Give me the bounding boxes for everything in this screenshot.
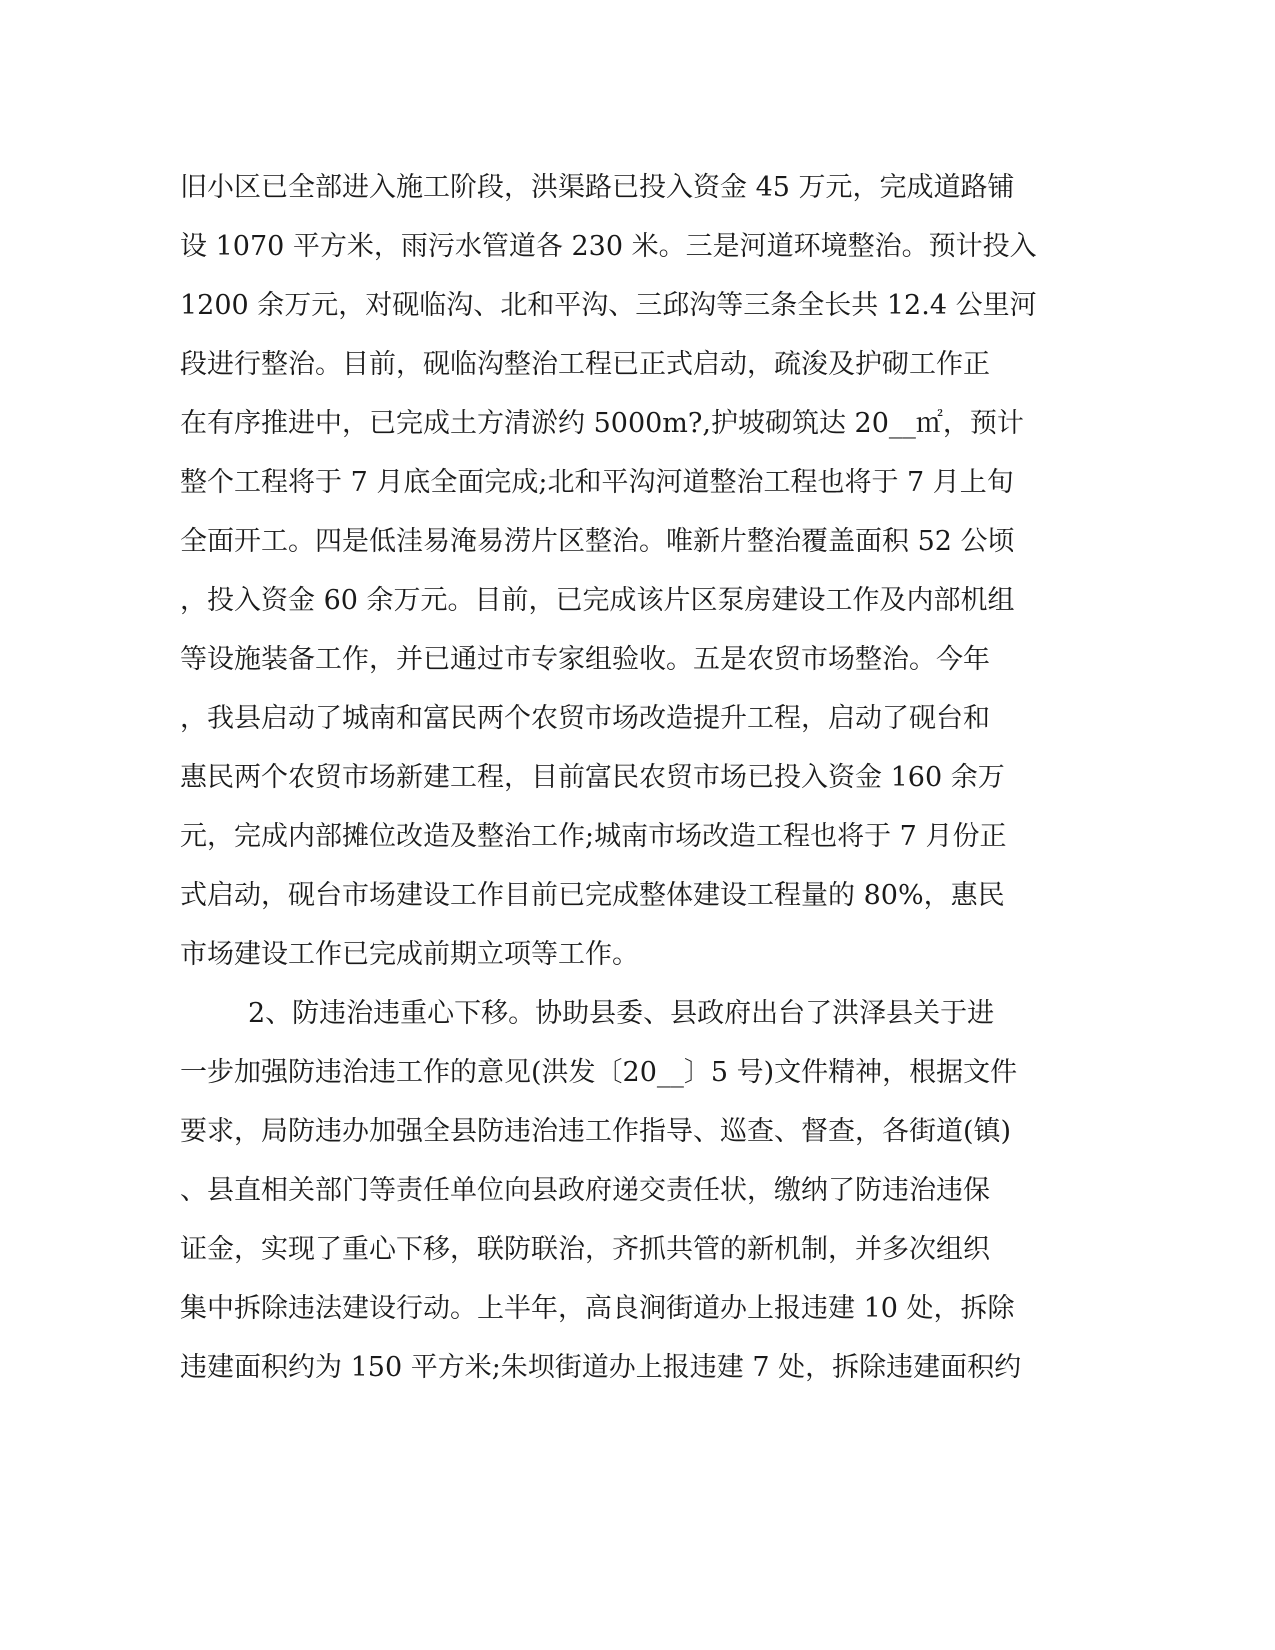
body-text bbox=[180, 158, 1040, 1397]
text-line: 集中拆除违法建设行动。上半年，高良涧街道办上报违建 10 处，拆除 bbox=[180, 1293, 1015, 1324]
text-line: 2、防违治违重心下移。协助县委、县政府出台了洪泽县关于进 bbox=[248, 998, 995, 1029]
text-line: 全面开工。四是低洼易淹易涝片区整治。唯新片整治覆盖面积 52 公顷 bbox=[180, 526, 1015, 557]
text-line: 要求，局防违办加强全县防违治违工作指导、巡查、督查，各街道(镇) bbox=[180, 1116, 1012, 1147]
text-line: 段进行整治。目前，砚临沟整治工程已正式启动，疏浚及护砌工作正 bbox=[180, 349, 990, 380]
text-line: ，投入资金 60 余万元。目前，已完成该片区泵房建设工作及内部机组 bbox=[180, 585, 1015, 616]
text-line: 整个工程将于 7 月底全面完成;北和平沟河道整治工程也将于 7 月上旬 bbox=[180, 467, 1014, 498]
paragraph-1 bbox=[180, 158, 1040, 984]
text-line: 元，完成内部摊位改造及整治工作;城南市场改造工程也将于 7 月份正 bbox=[180, 821, 1007, 852]
text-line: 、县直相关部门等责任单位向县政府递交责任状，缴纳了防违治违保 bbox=[180, 1175, 990, 1206]
text-line: 一步加强防违治违工作的意见(洪发〔20__〕5 号)文件精神，根据文件 bbox=[180, 1057, 1018, 1088]
text-line: 惠民两个农贸市场新建工程，目前富民农贸市场已投入资金 160 余万 bbox=[180, 762, 1005, 793]
text-line: 1200 余万元，对砚临沟、北和平沟、三邱沟等三条全长共 12.4 公里河 bbox=[180, 290, 1037, 321]
text-line: ，我县启动了城南和富民两个农贸市场改造提升工程，启动了砚台和 bbox=[180, 703, 990, 734]
text-line: 违建面积约为 150 平方米;朱坝街道办上报违建 7 处，拆除违建面积约 bbox=[180, 1352, 1022, 1383]
text-line: 证金，实现了重心下移，联防联治，齐抓共管的新机制，并多次组织 bbox=[180, 1234, 990, 1265]
text-line: 在有序推进中，已完成土方清淤约 5000m?,护坡砌筑达 20__㎡，预计 bbox=[180, 408, 1024, 439]
text-line: 等设施装备工作，并已通过市专家组验收。五是农贸市场整治。今年 bbox=[180, 644, 990, 675]
text-line: 式启动，砚台市场建设工作目前已完成整体建设工程量的 80%，惠民 bbox=[180, 880, 1005, 911]
text-line: 设 1070 平方米，雨污水管道各 230 米。三是河道环境整治。预计投入 bbox=[180, 231, 1037, 262]
paragraph-2 bbox=[180, 984, 1040, 1397]
text-line: 市场建设工作已完成前期立项等工作。 bbox=[180, 939, 639, 970]
text-line: 旧小区已全部进入施工阶段，洪渠路已投入资金 45 万元，完成道路铺 bbox=[180, 172, 1015, 203]
